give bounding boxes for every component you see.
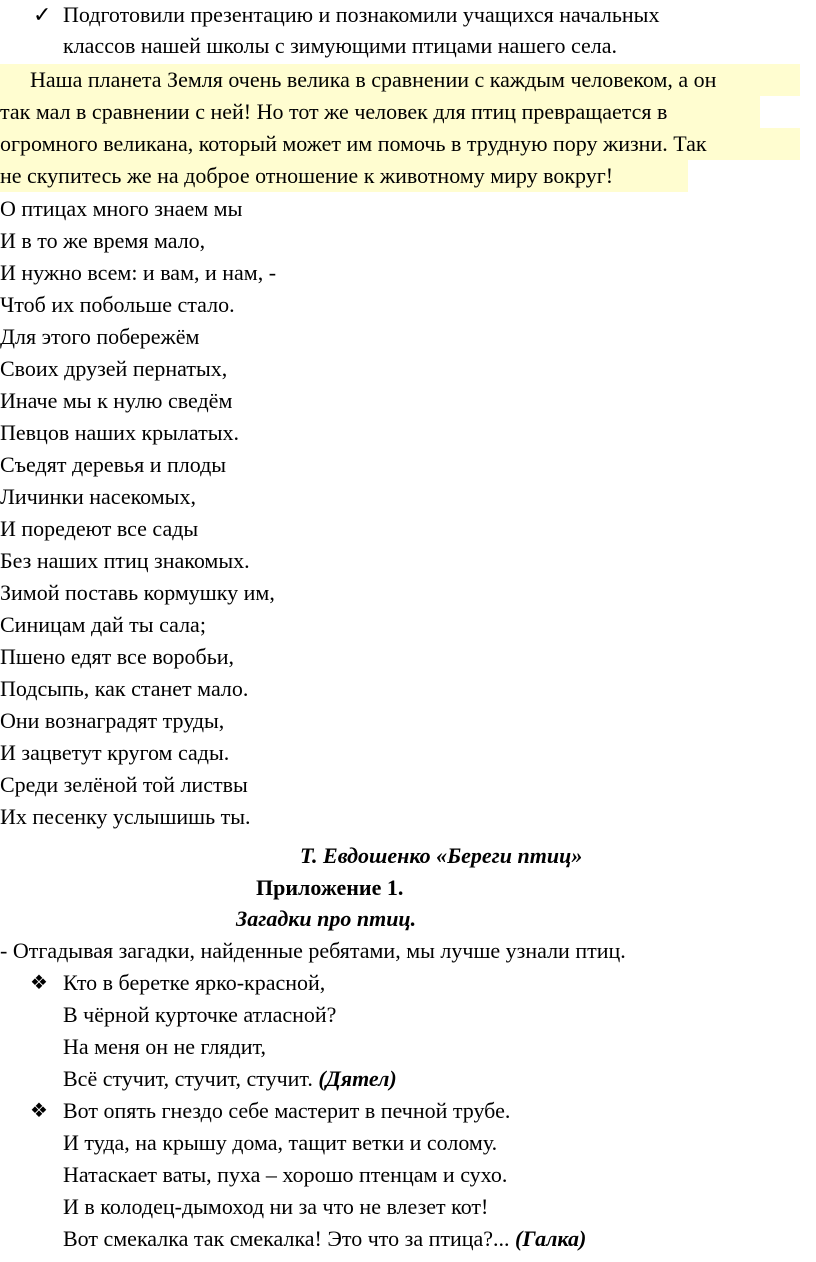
poem-line: Личинки насекомых, bbox=[0, 484, 196, 509]
riddle-line: И в колодец-дымоход ни за что не влезет кот! bbox=[63, 1194, 489, 1219]
intro-paragraph-line-1: Наша планета Земля очень велика в сравнении с каждым человеком, а он bbox=[0, 64, 800, 96]
poem-line: Певцов наших крылатых. bbox=[0, 420, 239, 445]
poem-line: Пшено едят все воробьи, bbox=[0, 644, 235, 669]
riddle-line: И туда, на крышу дома, тащит ветки и солому. bbox=[63, 1130, 498, 1155]
poem-line: И зацветут кругом сады. bbox=[0, 740, 230, 765]
bullet-text-line-1: Подготовили презентацию и познакомили учащихся начальных bbox=[63, 2, 660, 27]
riddle-answer: (Галка) bbox=[515, 1226, 587, 1251]
diamond-bullet-icon: ❖ bbox=[30, 972, 48, 994]
poem-line: Иначе мы к нулю сведём bbox=[0, 388, 233, 413]
bullet-text-line-2: классов нашей школы с зимующими птицами нашего села. bbox=[63, 33, 617, 58]
appendix-intro: - Отгадывая загадки, найденные ребятами, мы лучше узнали птиц. bbox=[0, 938, 626, 963]
riddle-answer: (Дятел) bbox=[318, 1066, 397, 1091]
poem-line: Среди зелёной той листвы bbox=[0, 772, 248, 797]
intro-paragraph-line-3: огромного великана, который может им помочь в трудную пору жизни. Так bbox=[0, 128, 800, 160]
riddle-line-text: Вот смекалка так смекалка! Это что за птица?... bbox=[63, 1226, 516, 1251]
poem-line: Для этого побережём bbox=[0, 324, 200, 349]
poem-line: Синицам дай ты сала; bbox=[0, 612, 206, 637]
riddle-line: Натаскает ваты, пуха – хорошо птенцам и сухо. bbox=[63, 1162, 508, 1187]
riddle-last-line bbox=[63, 1223, 586, 1255]
riddle-line: Вот опять гнездо себе мастерит в печной трубе. bbox=[63, 1098, 511, 1123]
appendix-title: Приложение 1. bbox=[256, 875, 404, 900]
riddle-line: В чёрной курточке атласной? bbox=[63, 1002, 337, 1027]
diamond-bullet-icon: ❖ bbox=[30, 1100, 48, 1122]
poem-line: Съедят деревья и плоды bbox=[0, 452, 227, 477]
intro-paragraph-line-2: так мал в сравнении с ней! Но тот же человек для птиц превращается в bbox=[0, 96, 760, 128]
poem-line: О птицах много знаем мы bbox=[0, 196, 243, 221]
riddle-line-text: Всё стучит, стучит, стучит. bbox=[63, 1066, 319, 1091]
appendix-subtitle: Загадки про птиц. bbox=[236, 906, 417, 931]
poem-line: И нужно всем: и вам, и нам, - bbox=[0, 260, 277, 285]
poem-line: Чтоб их побольше стало. bbox=[0, 292, 235, 317]
checkmark-icon: ✓ bbox=[33, 2, 52, 27]
poem-attribution: Т. Евдошенко «Береги птиц» bbox=[300, 843, 583, 868]
poem-line: Их песенку услышишь ты. bbox=[0, 804, 251, 829]
riddle-line: На меня он не глядит, bbox=[63, 1034, 266, 1059]
poem-line: И в то же время мало, bbox=[0, 228, 206, 253]
poem-line: Они вознаградят труды, bbox=[0, 708, 225, 733]
poem-line: Своих друзей пернатых, bbox=[0, 356, 228, 381]
poem-line: Зимой поставь кормушку им, bbox=[0, 580, 275, 605]
riddle-line: Кто в беретке ярко-красной, bbox=[63, 970, 326, 995]
poem-line: И поредеют все сады bbox=[0, 516, 199, 541]
intro-paragraph-line-4: не скупитесь же на доброе отношение к животному миру вокруг! bbox=[0, 160, 688, 192]
poem-line: Подсыпь, как станет мало. bbox=[0, 676, 249, 701]
poem-line: Без наших птиц знакомых. bbox=[0, 548, 250, 573]
riddle-last-line bbox=[63, 1063, 397, 1095]
